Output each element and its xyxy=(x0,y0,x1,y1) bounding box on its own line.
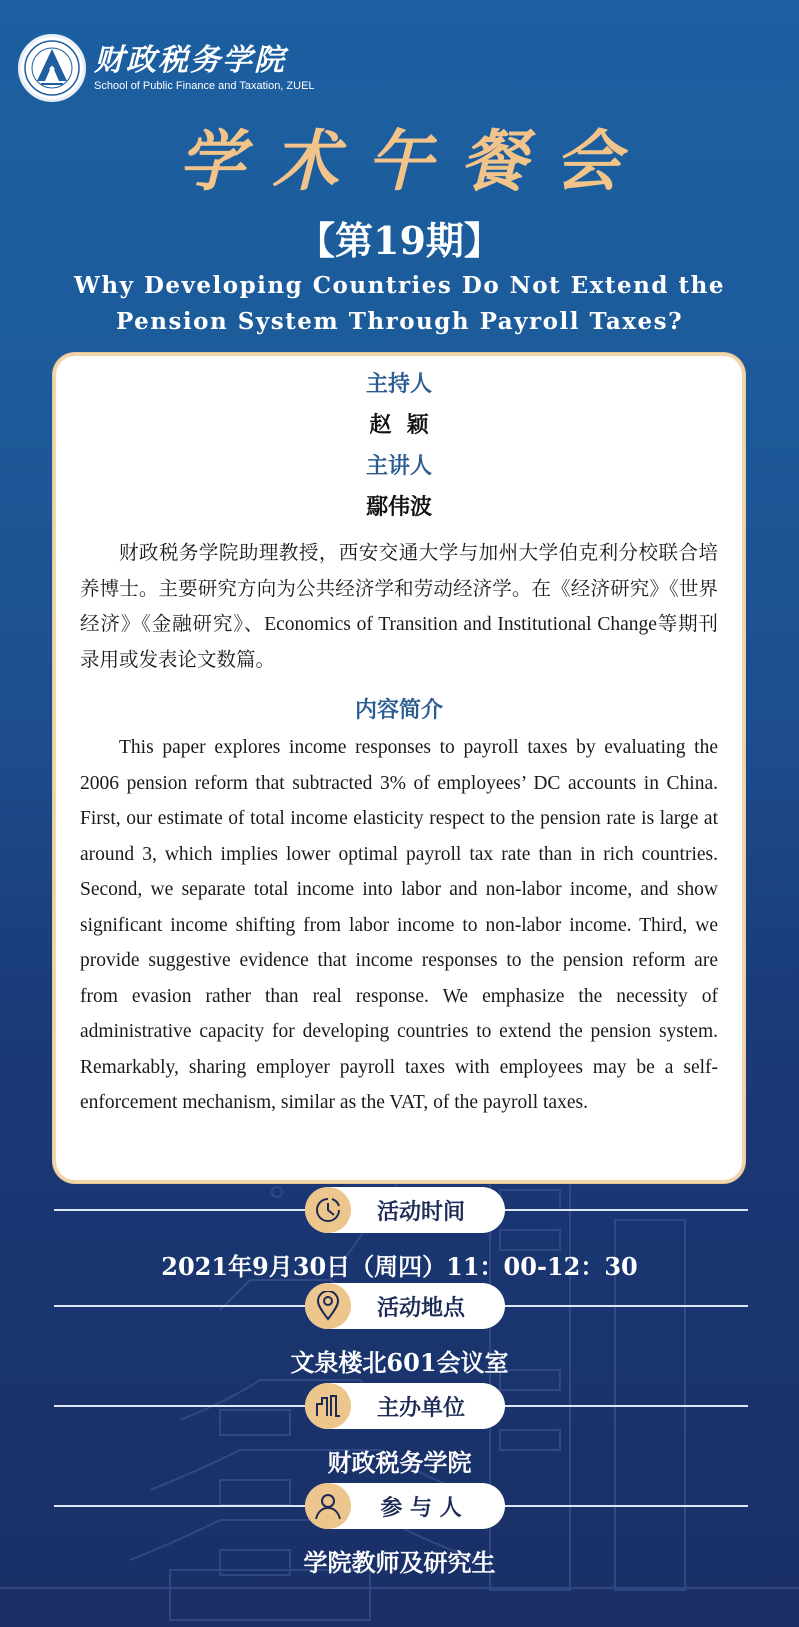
location-label-pill xyxy=(305,1283,505,1329)
school-logo xyxy=(18,34,315,102)
divider-line xyxy=(54,1505,306,1507)
talk-title xyxy=(0,268,799,340)
speaker-info-card xyxy=(53,353,745,1183)
participants-label: 参 与 人 xyxy=(380,1494,462,1521)
clock-icon xyxy=(305,1187,351,1233)
info-row-time xyxy=(0,1187,799,1233)
participants-label-pill xyxy=(305,1483,505,1529)
event-time: 2021年9月30日（周四）11：00-12：30 xyxy=(161,1252,638,1281)
school-name-en: School of Public Finance and Taxation, ZUEL xyxy=(94,80,315,92)
person-icon xyxy=(305,1483,351,1529)
speaker-label: 主讲人 xyxy=(365,453,432,479)
host-name: 赵 颖 xyxy=(369,412,429,438)
host-label: 主持人 xyxy=(365,371,432,397)
divider-line xyxy=(54,1209,306,1211)
divider-line xyxy=(500,1209,748,1211)
divider-line xyxy=(500,1405,748,1407)
talk-title-line-1: Why Developing Countries Do Not Extend the xyxy=(74,272,725,299)
info-row-participants xyxy=(0,1483,799,1529)
info-row-organizer xyxy=(0,1383,799,1429)
speaker-bio: 财政税务学院助理教授，西安交通大学与加州大学伯克利分校联合培养博士。主要研究方向为公共经济学和劳动经济学。在《经济研究》《世界经济》《金融研究》、Economics of Transition and Institutional Change等期刊录用或发表论文数篇。 xyxy=(80,543,718,671)
time-label: 活动时间 xyxy=(376,1198,465,1225)
issue-number: 【第19期】 xyxy=(297,218,502,263)
building-icon xyxy=(305,1383,351,1429)
divider-line xyxy=(500,1305,748,1307)
speaker-name: 鄢伟波 xyxy=(365,494,432,520)
event-organizer: 财政税务学院 xyxy=(327,1448,472,1477)
organizer-label-pill xyxy=(305,1383,505,1429)
abstract-text: This paper explores income responses to payroll taxes by evaluating the 2006 pension reform that subtracted 3% of employees’ DC accounts in China. First, our estimate of total income elasticity respect to the pension rate is large at around 3, which implies lower optimal payroll tax rate than in rich countries. Second, we separate total income into labor and non-labor income, and show significant income shifting from labor income to non-labor income. Third, we provide suggestive evidence that income responses to the pension reform are from evasion rather than real response. We emphasize the necessity of administrative capacity for developing countries to extend the pension system. Remarkably, sharing employer payroll taxes with employees may be a self-enforcement mechanism, similar as the VAT, of the payroll taxes. xyxy=(80,737,718,1113)
organizer-label: 主办单位 xyxy=(376,1394,465,1421)
event-series-title: 学术午餐会 xyxy=(178,122,649,200)
divider-line xyxy=(500,1505,748,1507)
talk-title-line-2: Pension System Through Payroll Taxes? xyxy=(115,308,684,335)
school-name-cn: 财政税务学院 xyxy=(94,43,286,78)
divider-line xyxy=(54,1405,306,1407)
info-row-location xyxy=(0,1283,799,1329)
time-label-pill xyxy=(305,1187,505,1233)
event-participants: 学院教师及研究生 xyxy=(303,1548,496,1577)
location-label: 活动地点 xyxy=(376,1294,465,1321)
abstract-heading: 内容简介 xyxy=(354,697,443,723)
university-emblem-icon xyxy=(18,34,86,102)
event-location: 文泉楼北601会议室 xyxy=(290,1348,509,1377)
divider-line xyxy=(54,1305,306,1307)
location-pin-icon xyxy=(305,1283,351,1329)
